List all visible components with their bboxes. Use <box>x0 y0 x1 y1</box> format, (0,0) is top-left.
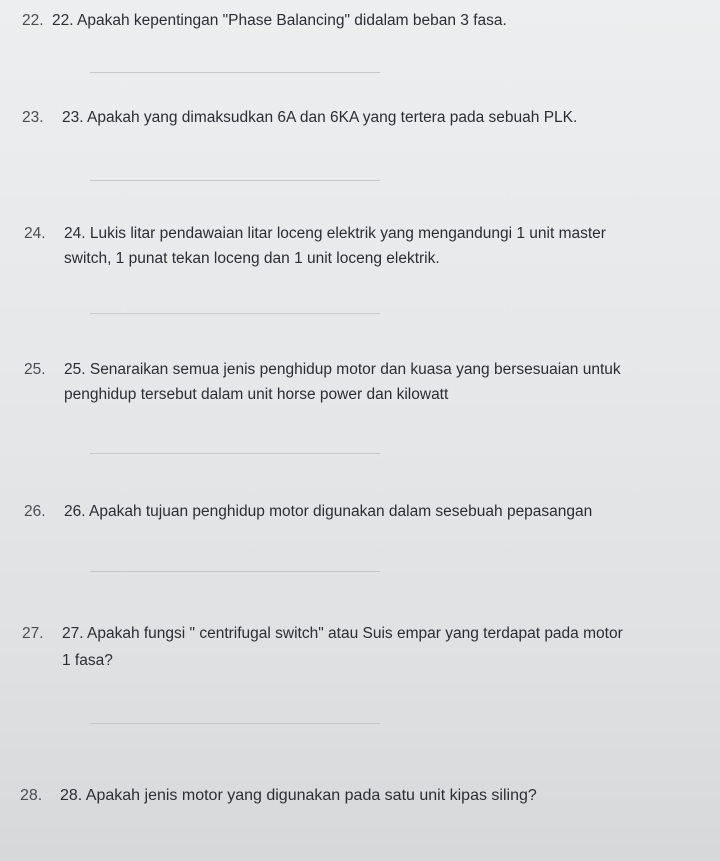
question-text: 22. Apakah kepentingan "Phase Balancing" didalam beban 3 fasa. <box>52 12 507 29</box>
question-number: 26. <box>24 503 46 520</box>
answer-line <box>90 72 380 73</box>
question-number: 28. <box>20 787 43 804</box>
question-text-continued: 1 fasa? <box>62 652 113 669</box>
question-number: 25. <box>24 361 46 378</box>
question-number: 22. <box>22 12 44 29</box>
question-text: 27. Apakah fungsi " centrifugal switch" atau Suis empar yang terdapat pada motor <box>62 625 623 642</box>
question-text-continued: switch, 1 punat tekan loceng dan 1 unit loceng elektrik. <box>64 250 440 267</box>
answer-line <box>90 180 380 181</box>
question-number: 27. <box>22 625 44 642</box>
question-text-continued: penghidup tersebut dalam unit horse power dan kilowatt <box>64 386 449 403</box>
question-text: 26. Apakah tujuan penghidup motor digunakan dalam sesebuah pepasangan <box>64 503 593 520</box>
answer-line <box>90 313 380 314</box>
answer-line <box>90 571 380 572</box>
question-number: 23. <box>22 109 44 126</box>
question-text: 28. Apakah jenis motor yang digunakan pada satu unit kipas siling? <box>60 787 537 804</box>
answer-line <box>90 723 380 724</box>
question-text: 25. Senaraikan semua jenis penghidup motor dan kuasa yang bersesuaian untuk <box>64 361 621 378</box>
question-text: 24. Lukis litar pendawaian litar loceng elektrik yang mengandungi 1 unit master <box>64 225 606 242</box>
answer-line <box>90 453 380 454</box>
question-number: 24. <box>24 225 46 242</box>
question-text: 23. Apakah yang dimaksudkan 6A dan 6KA yang tertera pada sebuah PLK. <box>62 109 578 126</box>
